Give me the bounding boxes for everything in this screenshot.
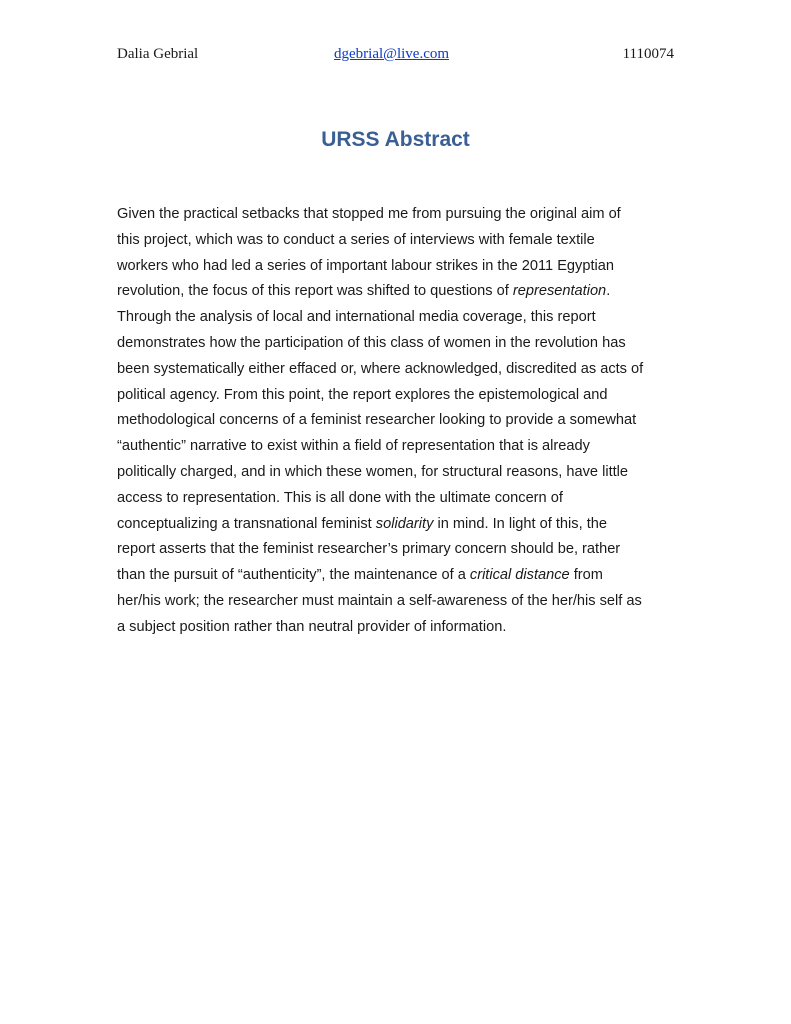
author-name: Dalia Gebrial: [117, 46, 199, 62]
abstract-line: [117, 279, 677, 305]
emphasized-text: solidarity: [375, 515, 434, 532]
text-segment: Given the practical setbacks that stopped me from pursuing the original aim of: [117, 206, 621, 222]
abstract-line: [117, 589, 677, 615]
page-header: [117, 46, 674, 68]
abstract-line: [117, 383, 677, 409]
text-segment: her/his work; the researcher must maintain a self-awareness of the her/his self as: [117, 592, 642, 609]
text-segment: Through the analysis of local and international media coverage, this report: [117, 309, 596, 326]
abstract-line: [117, 305, 677, 331]
abstract-line: [117, 228, 677, 254]
text-segment: report asserts that the feminist researcher’s primary concern should be, rather: [117, 541, 621, 558]
email-link[interactable]: dgebrial@live.com: [334, 46, 450, 62]
abstract-line: [117, 460, 677, 486]
abstract-line: [117, 537, 677, 563]
text-segment: from: [569, 567, 603, 584]
abstract-line: [117, 563, 677, 589]
emphasized-text: critical distance: [469, 567, 570, 584]
text-segment: than the pursuit of “authenticity”, the maintenance of a: [117, 567, 470, 584]
text-segment: a subject position rather than neutral provider of information.: [117, 618, 507, 635]
text-segment: political agency. From this point, the report explores the epistemological and: [117, 386, 608, 403]
abstract-line: [117, 486, 677, 512]
abstract-line: [117, 434, 677, 460]
text-segment: access to representation. This is all done with the ultimate concern of: [117, 489, 563, 506]
text-segment: demonstrates how the participation of this class of women in the revolution has: [117, 334, 626, 351]
text-segment: been systematically either effaced or, where acknowledged, discredited as acts of: [117, 360, 644, 377]
text-segment: methodological concerns of a feminist researcher looking to provide a somewhat: [117, 412, 637, 429]
abstract-line: [117, 357, 677, 383]
text-segment: conceptualizing a transnational feminist: [117, 515, 376, 532]
text-segment: in mind. In light of this, the: [433, 515, 607, 532]
abstract-line: [117, 512, 677, 538]
text-segment: .: [606, 283, 611, 300]
abstract-line: [117, 408, 677, 434]
text-segment: politically charged, and in which these women, for structural reasons, have little: [117, 463, 629, 480]
text-segment: workers who had led a series of important labour strikes in the 2011 Egyptian: [117, 257, 614, 274]
student-id: 1110074: [622, 46, 674, 62]
abstract-body: [117, 202, 677, 641]
abstract-line: [117, 254, 677, 280]
text-segment: revolution, the focus of this report was shifted to questions of: [117, 283, 513, 300]
abstract-line: [117, 202, 677, 228]
text-segment: “authentic” narrative to exist within a field of representation that is already: [117, 438, 590, 455]
abstract-line: [117, 615, 677, 641]
abstract-line: [117, 331, 677, 357]
text-segment: this project, which was to conduct a series of interviews with female textile: [117, 231, 595, 248]
emphasized-text: representation: [512, 283, 607, 300]
document-title: URSS Abstract: [321, 128, 470, 151]
